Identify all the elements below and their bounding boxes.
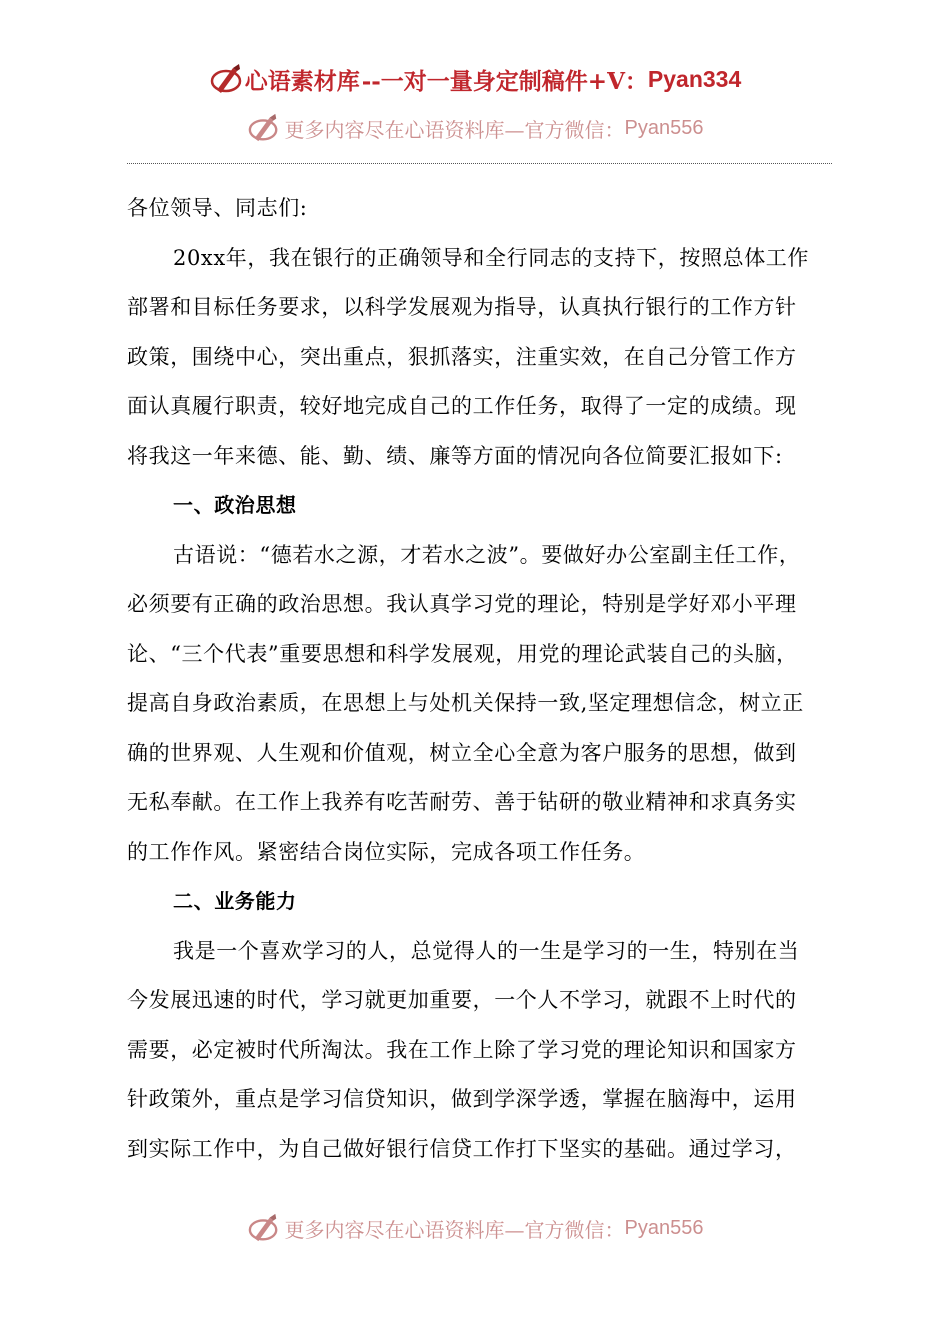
footer-watermark-text: 更多内容尽在心语资料库—官方微信： [284, 1217, 625, 1242]
paragraph-line: 无私奉献。在工作上我养有吃苦耐劳、善于钻研的敬业精神和求真务实 [127, 790, 797, 814]
paragraph-line: 确的世界观、人生观和价值观，树立全心全意为客户服务的思想，做到 [127, 740, 797, 765]
paragraph-line: 我是一个喜欢学习的人，总觉得人的一生是学习的一生，特别在当 [173, 938, 800, 963]
document-body [127, 184, 832, 1174]
pen-nib-logo-icon [247, 112, 281, 144]
paragraph-line: 论、“三个代表”重要思想和科学发展观，用党的理论武装自己的头脑， [127, 641, 798, 666]
paragraph-line: 20xx年，我在银行的正确领导和全行同志的支持下，按照总体工作 [173, 245, 810, 270]
paragraph-line: 针政策外，重点是学习信贷知识，做到学深学透，掌握在脑海中，运用 [127, 1087, 797, 1111]
footer-watermark [0, 1212, 950, 1244]
paragraph-line: 古语说：“德若水之源，才若水之波”。要做好办公室副主任工作， [173, 542, 801, 567]
section-heading: 二、业务能力 [173, 889, 297, 913]
pen-nib-logo-icon [247, 1212, 281, 1244]
header-watermark-id: Pyan556 [624, 116, 704, 139]
section-heading: 一、政治思想 [173, 493, 297, 517]
pen-nib-logo-icon [209, 62, 245, 96]
header-line-2 [0, 112, 950, 144]
paragraph-line: 今发展迅速的时代，学习就更加重要，一个人不学习，就跟不上时代的 [127, 988, 797, 1012]
paragraph-line: 面认真履行职责，较好地完成自己的工作任务，取得了一定的成绩。现 [127, 394, 797, 418]
paragraph-line: 需要，必定被时代所淘汰。我在工作上除了学习党的理论知识和国家方 [127, 1037, 797, 1062]
header-line-1 [0, 62, 950, 96]
paragraph-line: 提高自身政治素质，在思想上与处机关保持一致,坚定理想信念，树立正 [127, 691, 804, 715]
paragraph-line: 部署和目标任务要求，以科学发展观为指导，认真执行银行的工作方针 [127, 295, 797, 319]
footer-watermark-id: Pyan556 [624, 1216, 704, 1239]
paragraph-line: 必须要有正确的政治思想。我认真学习党的理论，特别是学好邓小平理 [127, 592, 797, 616]
paragraph-line: 政策，围绕中心，突出重点，狠抓落实，注重实效，在自己分管工作方 [127, 344, 797, 369]
header-watermark-text: 更多内容尽在心语资料库—官方微信： [284, 117, 625, 142]
header-brand: 心语素材库 [244, 67, 360, 95]
paragraph-line: 到实际工作中，为自己做好银行信贷工作打下坚实的基础。通过学习， [127, 1136, 797, 1161]
salutation: 各位领导、同志们: [127, 196, 308, 220]
header-contact-id: Pyan334 [647, 65, 742, 92]
header-divider [127, 163, 832, 164]
paragraph-line: 将我这一年来德、能、勤、绩、廉等方面的情况向各位简要汇报如下: [127, 443, 783, 468]
paragraph-line: 的工作作风。紧密结合岗位实际，完成各项工作任务。 [127, 839, 646, 864]
header-slogan: --一对一量身定制稿件+V： [361, 67, 648, 95]
